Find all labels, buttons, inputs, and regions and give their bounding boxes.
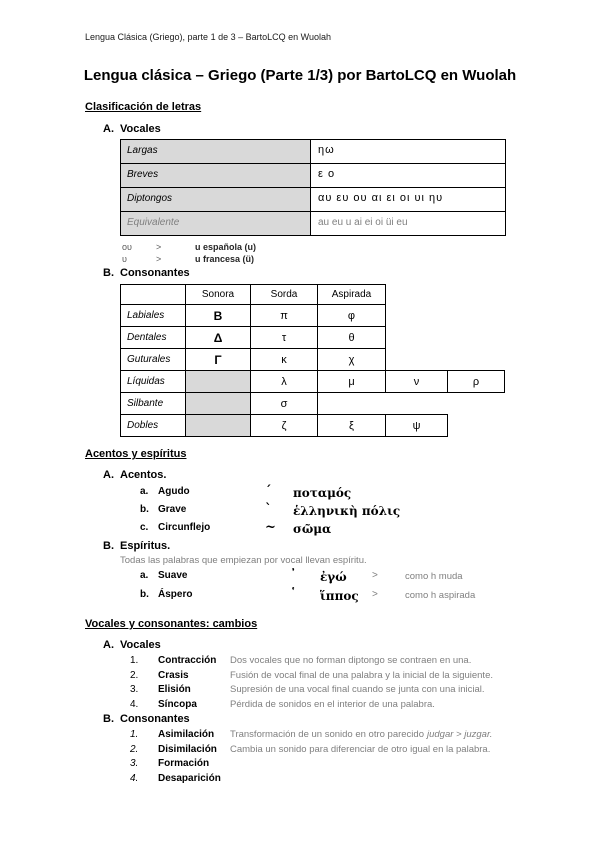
item-number: 1. — [130, 729, 139, 740]
row-value: αυ ευ ου αι ει οι υι ηυ — [318, 192, 444, 204]
list-item-disimilacion — [130, 743, 600, 758]
subsection-label: Consonantes — [120, 713, 190, 725]
cell-greek-letter: Δ — [185, 326, 251, 349]
cell-greek-letter: Β — [185, 304, 251, 327]
row-value: ε ο — [318, 168, 336, 180]
list-item-crasis — [130, 669, 600, 684]
list-item-asimilacion — [130, 728, 600, 743]
list-marker-b: B. — [103, 267, 114, 279]
list-marker-a: A. — [103, 123, 114, 135]
item-term: Grave — [158, 504, 187, 515]
cell-greek-letter: σ — [250, 392, 318, 415]
list-item-suave — [140, 570, 600, 589]
item-definition-italic: judgar > juzgar. — [427, 729, 493, 740]
section-heading-acentos: Acentos y espíritus — [85, 448, 187, 460]
subsection-espiritus — [103, 540, 600, 553]
row-label: Largas — [121, 140, 311, 163]
item-marker: b. — [140, 589, 149, 600]
arrow: > — [372, 589, 378, 600]
row-label: Equivalente — [121, 212, 311, 235]
cell-greek-letter: τ — [250, 326, 318, 349]
header-sorda: Sorda — [250, 284, 318, 305]
shaded-cell — [185, 414, 251, 437]
cell-greek-letter: π — [250, 304, 318, 327]
item-marker: a. — [140, 570, 149, 581]
item-marker: c. — [140, 522, 149, 533]
item-number: 1. — [130, 655, 139, 666]
subsection-cambios-consonantes — [103, 713, 600, 726]
row-value: au eu u ai ei oi üi eu — [318, 217, 408, 228]
table-row-largas — [120, 140, 506, 164]
shaded-cell — [185, 370, 251, 393]
espiritus-note: Todas las palabras que empiezan por vocal llevan espíritu. — [120, 555, 367, 566]
acentos-list — [0, 486, 600, 540]
accent-symbol: ´ — [265, 484, 272, 499]
item-definition: Supresión de una vocal final cuando se junta con una inicial. — [230, 684, 485, 695]
page-title: Lengua clásica – Griego (Parte 1/3) por BartoLCQ en Wuolah — [83, 67, 517, 84]
item-number: 3. — [130, 758, 139, 769]
table-row-liquidas — [120, 370, 600, 393]
subsection-label: Acentos. — [120, 469, 167, 481]
section-heading-clasificacion: Clasificación de letras — [85, 101, 202, 113]
vowels-table — [120, 139, 506, 236]
greek-example: ἑλληνικὴ πόλις — [293, 504, 401, 518]
cell-greek-letter: μ — [317, 370, 386, 393]
item-definition: Fusión de vocal final de una palabra y la inicial de la siguiente. — [230, 669, 493, 681]
item-term: Disimilación — [158, 743, 217, 755]
header-sonora: Sonora — [185, 284, 251, 305]
cell-greek-letter: λ — [250, 370, 318, 393]
cell-greek-letter: κ — [250, 348, 318, 371]
cell-greek-letter: ν — [385, 370, 448, 393]
item-number: 4. — [130, 772, 139, 784]
cell-greek-letter: ρ — [447, 370, 505, 393]
breathing-symbol: ῾ — [290, 587, 297, 602]
item-definition: Dos vocales que no forman diptongo se contraen en una. — [230, 655, 472, 666]
item-term: Formación — [158, 758, 210, 769]
item-term: Agudo — [158, 486, 190, 497]
list-item-sincopa — [130, 698, 600, 713]
header-empty-cell — [120, 284, 186, 305]
row-label: Dentales — [120, 326, 186, 349]
item-number: 4. — [130, 698, 139, 710]
row-label: Líquidas — [120, 370, 186, 393]
table-row-dobles — [120, 414, 600, 437]
accent-symbol: ` — [265, 502, 272, 517]
item-term: Contracción — [158, 655, 217, 666]
arrow: > — [372, 570, 378, 581]
list-item-formacion — [130, 757, 600, 772]
list-item-aspero — [140, 589, 600, 608]
note-arrow: > — [156, 254, 162, 264]
document-header-line: Lengua Clásica (Griego), parte 1 de 3 – BartoLCQ en Wuolah — [85, 32, 331, 42]
row-label: Breves — [121, 164, 311, 187]
shaded-cell — [185, 392, 251, 415]
greek-example: ἵππος — [320, 589, 359, 603]
row-label: Guturales — [120, 348, 186, 371]
note-text: u española (u) — [195, 242, 257, 252]
item-number: 2. — [130, 669, 139, 681]
section-heading-cambios: Vocales y consonantes: cambios — [85, 618, 258, 630]
table-row-equivalente — [120, 212, 506, 236]
item-description: como h muda — [405, 571, 463, 582]
row-label: Labiales — [120, 304, 186, 327]
table-row-labiales — [120, 304, 600, 327]
cell-greek-letter: χ — [317, 348, 386, 371]
cambios-consonantes-list — [0, 728, 600, 786]
subsection-label: Espíritus. — [120, 540, 171, 552]
cell-greek-letter: Γ — [185, 348, 251, 371]
vowel-notes — [122, 241, 600, 265]
note-line — [122, 253, 600, 265]
note-arrow: > — [156, 242, 162, 252]
list-marker-a: A. — [103, 469, 114, 481]
list-item-contraccion — [130, 654, 600, 669]
table-row-dentales — [120, 326, 600, 349]
greek-example: ἐγώ — [320, 570, 347, 584]
header-aspirada: Aspirada — [317, 284, 386, 305]
subsection-consonantes — [103, 267, 600, 280]
cambios-vocales-list — [0, 654, 600, 712]
subsection-label: Vocales — [120, 123, 161, 135]
list-item-desaparicion — [130, 772, 600, 787]
list-item-circunflejo — [140, 522, 600, 540]
item-term: Áspero — [158, 589, 193, 600]
espiritus-list — [0, 570, 600, 608]
table-row-guturales — [120, 348, 600, 371]
cell-greek-letter: ψ — [385, 414, 448, 437]
item-definition: Transformación de un sonido en otro parecido — [230, 729, 424, 740]
greek-example: σῶμα — [293, 522, 332, 536]
list-marker-b: B. — [103, 713, 114, 725]
greek-example: ποταμός — [293, 486, 352, 500]
cell-greek-letter: ξ — [317, 414, 386, 437]
subsection-acentos — [103, 469, 600, 482]
item-term: Crasis — [158, 669, 189, 681]
table-row-breves — [120, 164, 506, 188]
table-row-diptongos — [120, 188, 506, 212]
note-symbol: ου — [122, 242, 132, 252]
table-row-silbante — [120, 392, 600, 415]
row-value: ηω — [318, 144, 335, 156]
list-item-agudo — [140, 486, 600, 504]
row-label: Diptongos — [121, 188, 311, 211]
table-header-row — [120, 284, 600, 305]
item-description: como h aspirada — [405, 590, 476, 601]
note-text: u francesa (ü) — [195, 254, 255, 264]
item-term: Elisión — [158, 684, 191, 695]
consonants-table — [120, 284, 600, 437]
item-term: Suave — [158, 570, 188, 581]
list-item-elision — [130, 683, 600, 698]
item-definition: Pérdida de sonidos en el interior de una palabra. — [230, 698, 435, 710]
item-term: Síncopa — [158, 698, 197, 710]
subsection-label: Vocales — [120, 639, 161, 651]
cell-greek-letter: θ — [317, 326, 386, 349]
item-term: Asimilación — [158, 729, 215, 740]
item-marker: a. — [140, 486, 149, 497]
list-item-grave — [140, 504, 600, 522]
accent-symbol: ~ — [265, 520, 276, 535]
cell-greek-letter: φ — [317, 304, 386, 327]
item-marker: b. — [140, 504, 149, 515]
list-marker-a: A. — [103, 639, 114, 651]
note-symbol: υ — [122, 254, 127, 264]
item-term: Circunflejo — [158, 522, 211, 533]
item-number: 2. — [130, 743, 139, 755]
subsection-label: Consonantes — [120, 267, 190, 279]
row-label: Dobles — [120, 414, 186, 437]
item-number: 3. — [130, 684, 139, 695]
subsection-cambios-vocales — [103, 639, 600, 652]
list-marker-b: B. — [103, 540, 114, 552]
row-label: Silbante — [120, 392, 186, 415]
cell-greek-letter: ζ — [250, 414, 318, 437]
item-definition: Cambia un sonido para diferenciar de otro igual en la palabra. — [230, 743, 491, 755]
note-line — [122, 241, 600, 253]
item-term: Desaparición — [158, 772, 221, 784]
breathing-symbol: ᾿ — [290, 568, 297, 583]
subsection-vocales — [103, 123, 600, 136]
